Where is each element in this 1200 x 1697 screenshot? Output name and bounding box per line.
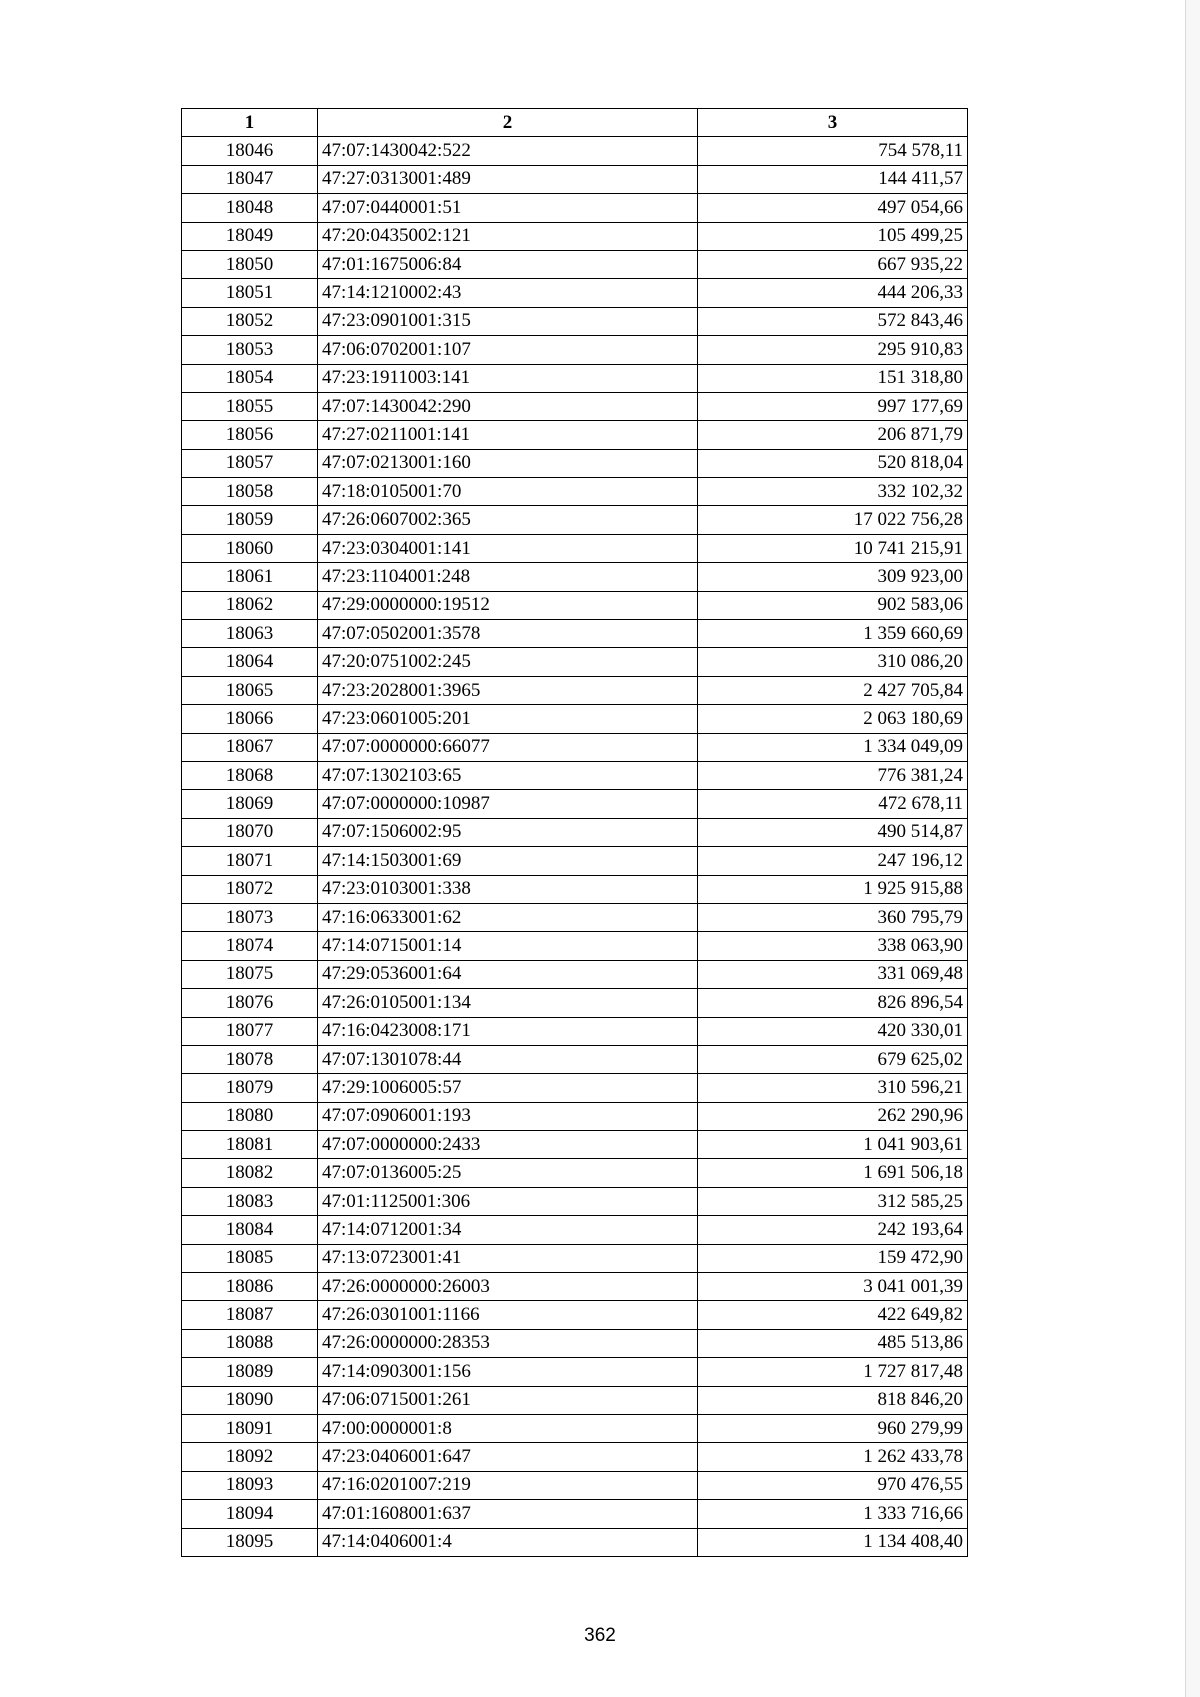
- cadastral-number-cell: 47:07:1301078:44: [318, 1045, 698, 1073]
- page-number: 362: [584, 1625, 616, 1646]
- table-row: [182, 563, 968, 591]
- row-number-cell: 18047: [182, 165, 318, 193]
- cadastral-number-cell: 47:07:1506002:95: [318, 818, 698, 846]
- row-number-cell: 18057: [182, 449, 318, 477]
- row-number-cell: 18066: [182, 705, 318, 733]
- cadastral-number-cell: 47:14:0406001:4: [318, 1528, 698, 1556]
- row-number-cell: 18082: [182, 1159, 318, 1187]
- table-row: [182, 1500, 968, 1528]
- cadastral-number-cell: 47:06:0702001:107: [318, 336, 698, 364]
- row-number-cell: 18085: [182, 1244, 318, 1272]
- row-number-cell: 18065: [182, 676, 318, 704]
- value-cell: 679 625,02: [698, 1045, 968, 1073]
- value-cell: 105 499,25: [698, 222, 968, 250]
- table-row: [182, 1216, 968, 1244]
- row-number-cell: 18046: [182, 137, 318, 165]
- row-number-cell: 18086: [182, 1273, 318, 1301]
- table-body: [182, 137, 968, 1557]
- row-number-cell: 18061: [182, 563, 318, 591]
- table-row: [182, 989, 968, 1017]
- table-row: [182, 960, 968, 988]
- table-row: [182, 279, 968, 307]
- value-cell: 151 318,80: [698, 364, 968, 392]
- row-number-cell: 18051: [182, 279, 318, 307]
- table-row: [182, 222, 968, 250]
- cadastral-number-cell: 47:29:1006005:57: [318, 1074, 698, 1102]
- row-number-cell: 18093: [182, 1471, 318, 1499]
- row-number-cell: 18060: [182, 534, 318, 562]
- cadastral-number-cell: 47:23:0901001:315: [318, 307, 698, 335]
- cadastral-number-cell: 47:23:2028001:3965: [318, 676, 698, 704]
- value-cell: 902 583,06: [698, 591, 968, 619]
- table-row: [182, 392, 968, 420]
- value-cell: 10 741 215,91: [698, 534, 968, 562]
- cadastral-number-cell: 47:27:0211001:141: [318, 421, 698, 449]
- cadastral-number-cell: 47:07:0000000:66077: [318, 733, 698, 761]
- row-number-cell: 18050: [182, 250, 318, 278]
- table-row: [182, 506, 968, 534]
- value-cell: 2 063 180,69: [698, 705, 968, 733]
- table-row: [182, 1358, 968, 1386]
- value-cell: 776 381,24: [698, 761, 968, 789]
- value-cell: 332 102,32: [698, 478, 968, 506]
- column-header-1: 1: [182, 109, 318, 137]
- cadastral-number-cell: 47:07:0440001:51: [318, 194, 698, 222]
- row-number-cell: 18056: [182, 421, 318, 449]
- cadastral-number-cell: 47:00:0000001:8: [318, 1414, 698, 1442]
- table-row: [182, 534, 968, 562]
- value-cell: 485 513,86: [698, 1329, 968, 1357]
- cadastral-number-cell: 47:07:1430042:290: [318, 392, 698, 420]
- value-cell: 262 290,96: [698, 1102, 968, 1130]
- value-cell: 1 727 817,48: [698, 1358, 968, 1386]
- table-row: [182, 932, 968, 960]
- value-cell: 159 472,90: [698, 1244, 968, 1272]
- table-row: [182, 1443, 968, 1471]
- value-cell: 309 923,00: [698, 563, 968, 591]
- table-row: [182, 1159, 968, 1187]
- row-number-cell: 18075: [182, 960, 318, 988]
- cadastral-number-cell: 47:13:0723001:41: [318, 1244, 698, 1272]
- cadastral-number-cell: 47:23:0304001:141: [318, 534, 698, 562]
- table-row: [182, 1074, 968, 1102]
- row-number-cell: 18064: [182, 648, 318, 676]
- value-cell: 312 585,25: [698, 1187, 968, 1215]
- table-row: [182, 676, 968, 704]
- cadastral-number-cell: 47:26:0607002:365: [318, 506, 698, 534]
- value-cell: 2 427 705,84: [698, 676, 968, 704]
- row-number-cell: 18062: [182, 591, 318, 619]
- value-cell: 206 871,79: [698, 421, 968, 449]
- row-number-cell: 18089: [182, 1358, 318, 1386]
- table-row: [182, 421, 968, 449]
- table-row: [182, 1187, 968, 1215]
- cadastral-number-cell: 47:23:0406001:647: [318, 1443, 698, 1471]
- table-row: [182, 705, 968, 733]
- table-row: [182, 1471, 968, 1499]
- cadastral-number-cell: 47:23:0103001:338: [318, 875, 698, 903]
- table-row: [182, 733, 968, 761]
- page-edge: [1185, 0, 1200, 1697]
- value-cell: 997 177,69: [698, 392, 968, 420]
- value-cell: 1 334 049,09: [698, 733, 968, 761]
- table-row: [182, 1244, 968, 1272]
- cadastral-number-cell: 47:23:0601005:201: [318, 705, 698, 733]
- row-number-cell: 18058: [182, 478, 318, 506]
- value-cell: 572 843,46: [698, 307, 968, 335]
- value-cell: 444 206,33: [698, 279, 968, 307]
- cadastral-number-cell: 47:20:0435002:121: [318, 222, 698, 250]
- value-cell: 960 279,99: [698, 1414, 968, 1442]
- cadastral-number-cell: 47:07:0136005:25: [318, 1159, 698, 1187]
- table-row: [182, 1102, 968, 1130]
- table-row: [182, 1414, 968, 1442]
- row-number-cell: 18083: [182, 1187, 318, 1215]
- cadastral-number-cell: 47:06:0715001:261: [318, 1386, 698, 1414]
- value-cell: 310 086,20: [698, 648, 968, 676]
- row-number-cell: 18072: [182, 875, 318, 903]
- table-row: [182, 1528, 968, 1556]
- value-cell: 3 041 001,39: [698, 1273, 968, 1301]
- cadastral-number-cell: 47:07:1302103:65: [318, 761, 698, 789]
- value-cell: 1 691 506,18: [698, 1159, 968, 1187]
- row-number-cell: 18091: [182, 1414, 318, 1442]
- cadastral-number-cell: 47:14:0712001:34: [318, 1216, 698, 1244]
- table-row: [182, 1329, 968, 1357]
- row-number-cell: 18084: [182, 1216, 318, 1244]
- value-cell: 17 022 756,28: [698, 506, 968, 534]
- cadastral-number-cell: 47:20:0751002:245: [318, 648, 698, 676]
- table-row: [182, 1045, 968, 1073]
- table-row: [182, 364, 968, 392]
- table-row: [182, 165, 968, 193]
- cadastral-number-cell: 47:07:0906001:193: [318, 1102, 698, 1130]
- table-row: [182, 1386, 968, 1414]
- table-row: [182, 307, 968, 335]
- value-cell: 360 795,79: [698, 903, 968, 931]
- row-number-cell: 18077: [182, 1017, 318, 1045]
- row-number-cell: 18095: [182, 1528, 318, 1556]
- table-row: [182, 1017, 968, 1045]
- table-row: [182, 194, 968, 222]
- value-cell: 1 359 660,69: [698, 620, 968, 648]
- value-cell: 970 476,55: [698, 1471, 968, 1499]
- table-row: [182, 790, 968, 818]
- value-cell: 1 925 915,88: [698, 875, 968, 903]
- row-number-cell: 18087: [182, 1301, 318, 1329]
- cadastral-number-cell: 47:07:0000000:2433: [318, 1131, 698, 1159]
- row-number-cell: 18092: [182, 1443, 318, 1471]
- row-number-cell: 18063: [182, 620, 318, 648]
- row-number-cell: 18080: [182, 1102, 318, 1130]
- row-number-cell: 18094: [182, 1500, 318, 1528]
- value-cell: 497 054,66: [698, 194, 968, 222]
- cadastral-number-cell: 47:07:1430042:522: [318, 137, 698, 165]
- table-row: [182, 1131, 968, 1159]
- value-cell: 331 069,48: [698, 960, 968, 988]
- table-row: [182, 137, 968, 165]
- cadastral-number-cell: 47:23:1104001:248: [318, 563, 698, 591]
- cadastral-number-cell: 47:26:0000000:26003: [318, 1273, 698, 1301]
- table-row: [182, 620, 968, 648]
- cadastral-number-cell: 47:29:0000000:19512: [318, 591, 698, 619]
- cadastral-number-cell: 47:27:0313001:489: [318, 165, 698, 193]
- row-number-cell: 18073: [182, 903, 318, 931]
- row-number-cell: 18053: [182, 336, 318, 364]
- row-number-cell: 18076: [182, 989, 318, 1017]
- value-cell: 295 910,83: [698, 336, 968, 364]
- cadastral-number-cell: 47:16:0201007:219: [318, 1471, 698, 1499]
- value-cell: 818 846,20: [698, 1386, 968, 1414]
- value-cell: 472 678,11: [698, 790, 968, 818]
- row-number-cell: 18055: [182, 392, 318, 420]
- cadastral-number-cell: 47:01:1675006:84: [318, 250, 698, 278]
- table-row: [182, 648, 968, 676]
- cadastral-number-cell: 47:16:0423008:171: [318, 1017, 698, 1045]
- row-number-cell: 18078: [182, 1045, 318, 1073]
- cadastral-number-cell: 47:26:0105001:134: [318, 989, 698, 1017]
- table-row: [182, 847, 968, 875]
- table-row: [182, 761, 968, 789]
- column-header-2: 2: [318, 109, 698, 137]
- table-row: [182, 875, 968, 903]
- value-cell: 310 596,21: [698, 1074, 968, 1102]
- value-cell: 1 262 433,78: [698, 1443, 968, 1471]
- table-row: [182, 478, 968, 506]
- row-number-cell: 18059: [182, 506, 318, 534]
- value-cell: 754 578,11: [698, 137, 968, 165]
- column-header-3: 3: [698, 109, 968, 137]
- value-cell: 1 333 716,66: [698, 1500, 968, 1528]
- cadastral-number-cell: 47:29:0536001:64: [318, 960, 698, 988]
- cadastral-number-cell: 47:01:1125001:306: [318, 1187, 698, 1215]
- value-cell: 1 041 903,61: [698, 1131, 968, 1159]
- value-cell: 667 935,22: [698, 250, 968, 278]
- row-number-cell: 18070: [182, 818, 318, 846]
- cadastral-number-cell: 47:26:0000000:28353: [318, 1329, 698, 1357]
- table-header-row: [182, 109, 968, 137]
- value-cell: 420 330,01: [698, 1017, 968, 1045]
- table-row: [182, 1273, 968, 1301]
- value-cell: 247 196,12: [698, 847, 968, 875]
- data-table: [181, 108, 968, 1557]
- row-number-cell: 18069: [182, 790, 318, 818]
- table-row: [182, 1301, 968, 1329]
- cadastral-number-cell: 47:14:1503001:69: [318, 847, 698, 875]
- cadastral-number-cell: 47:14:0715001:14: [318, 932, 698, 960]
- value-cell: 422 649,82: [698, 1301, 968, 1329]
- cadastral-number-cell: 47:14:0903001:156: [318, 1358, 698, 1386]
- value-cell: 338 063,90: [698, 932, 968, 960]
- row-number-cell: 18054: [182, 364, 318, 392]
- row-number-cell: 18081: [182, 1131, 318, 1159]
- cadastral-number-cell: 47:18:0105001:70: [318, 478, 698, 506]
- row-number-cell: 18048: [182, 194, 318, 222]
- value-cell: 242 193,64: [698, 1216, 968, 1244]
- row-number-cell: 18088: [182, 1329, 318, 1357]
- value-cell: 520 818,04: [698, 449, 968, 477]
- cadastral-number-cell: 47:07:0213001:160: [318, 449, 698, 477]
- table-row: [182, 250, 968, 278]
- value-cell: 826 896,54: [698, 989, 968, 1017]
- value-cell: 490 514,87: [698, 818, 968, 846]
- cadastral-number-cell: 47:26:0301001:1166: [318, 1301, 698, 1329]
- table-row: [182, 449, 968, 477]
- row-number-cell: 18049: [182, 222, 318, 250]
- value-cell: 1 134 408,40: [698, 1528, 968, 1556]
- cadastral-number-cell: 47:01:1608001:637: [318, 1500, 698, 1528]
- row-number-cell: 18067: [182, 733, 318, 761]
- row-number-cell: 18068: [182, 761, 318, 789]
- table-row: [182, 818, 968, 846]
- table-row: [182, 336, 968, 364]
- cadastral-number-cell: 47:07:0000000:10987: [318, 790, 698, 818]
- row-number-cell: 18052: [182, 307, 318, 335]
- cadastral-number-cell: 47:23:1911003:141: [318, 364, 698, 392]
- row-number-cell: 18074: [182, 932, 318, 960]
- row-number-cell: 18079: [182, 1074, 318, 1102]
- table-row: [182, 591, 968, 619]
- table-row: [182, 903, 968, 931]
- row-number-cell: 18071: [182, 847, 318, 875]
- cadastral-number-cell: 47:14:1210002:43: [318, 279, 698, 307]
- cadastral-number-cell: 47:16:0633001:62: [318, 903, 698, 931]
- cadastral-number-cell: 47:07:0502001:3578: [318, 620, 698, 648]
- row-number-cell: 18090: [182, 1386, 318, 1414]
- value-cell: 144 411,57: [698, 165, 968, 193]
